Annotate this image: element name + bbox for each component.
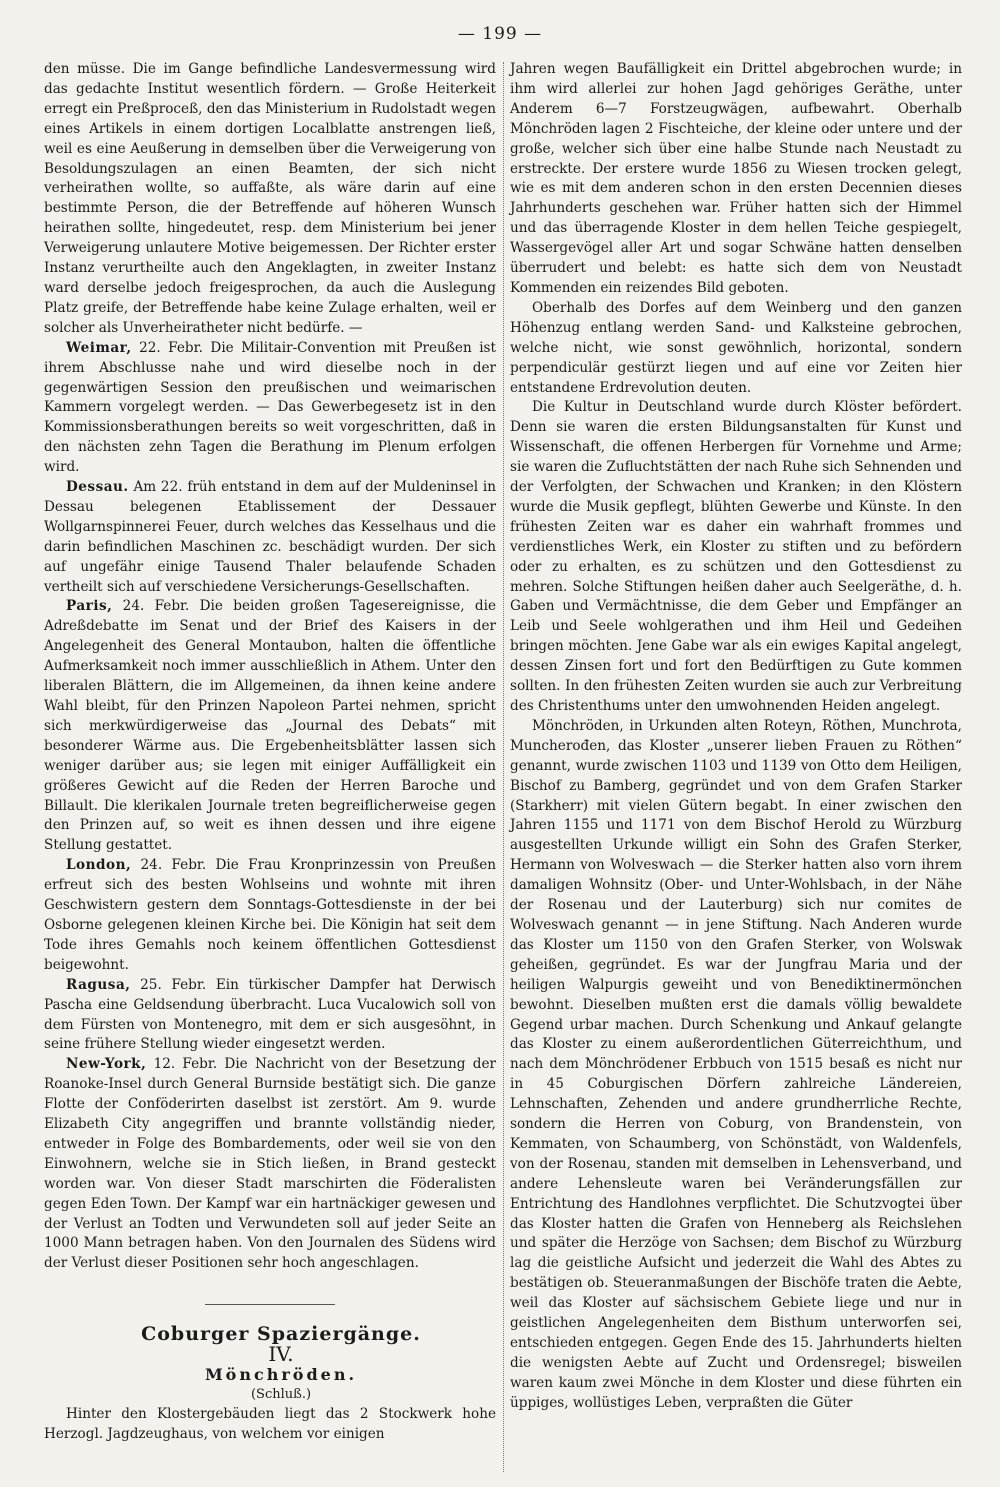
article-paragraph: Die Kultur in Deutschland wurde durch Klöster befördert. Denn sie waren die ersten Bildungsanstalten für Kunst und Wissenschaft, die offenen Herbergen für Vornehme und Arme; sie waren die Zufluchtstätten der nach Ruhe sich Sehnenden und der Verfolgten, der Schwachen und Kranken; in den Klöstern wurde die Musik gepflegt, blühten Gewerbe und Künste. In den frühesten Zeiten war es daher ein wahrhaft frommes und verdienstliches Werk, ein Kloster zu stiften und zu befördern oder zu erhalten, es zu schützen und den Gottesdienst zu mehren. Solche Stiftungen heißen daher auch Seelgeräthe, d. h. Gaben und Vermächtnisse, die dem Geber und Empfänger an Leib und Seele wohlgerathen und ihm Heil und Gedeihen bringen möchten. Jene Gabe war als ein ewiges Kapital angelegt, dessen Zinsen fort und fort den Bedürftigen zu Gute kommen sollten. In den frühesten Zeiten wurden sie auch zur Verbreitung des Christenthums unter den umwohnenden Heiden angelegt. [510, 399, 962, 714]
news-text: 22. Febr. Die Militair-Convention mit Preußen ist ihrem Abschlusse nahe und wird dieselbe noch in der gegenwärtigen Session den preußischen und weimarischen Kammern vorgelegt werden. — Das Gewerbegesetz ist in den Kommissionsberathungen bereits so weit vorgeschritten, daß in den nächsten zehn Tagen die Berathung im Plenum erfolgen wird. [44, 339, 496, 476]
right-column [510, 60, 962, 1414]
article-paragraph: Jahren wegen Baufälligkeit ein Drittel abgebrochen wurde; in ihm wird allerlei zur hohen Jagd gehöriges Geräthe, unter Anderem 6—7 Forstzeugwägen, aufbewahrt. Oberhalb Mönchröden lagen 2 Fischteiche, der kleine oder untere und der große, welcher sich über eine halbe Stunde nach Neustadt zu erstreckte. Der erstere wurde 1856 zu Wiesen trocken gelegt, wie es mit dem anderen schon in den ersten Decennien dieses Jahrhunderts geschehen war. Früher hatten sich der Himmel und das überragende Kloster in dem hellen Teiche gespiegelt, Wassergevögel aller Art und sogar Schwäne hatten denselben überrudert und belebt: es hatte sich dem von Neustadt Kommenden ein reizendes Bild geboten. [510, 61, 962, 296]
column-divider [503, 62, 504, 1472]
news-item-dessau [44, 478, 496, 597]
section-title: Coburger Spaziergänge. [141, 1323, 421, 1346]
article-paragraph: den müsse. Die im Gange befindliche Landesvermessung wird das gedachte Institut wesentlich fördern. — Große Heiterkeit erregt ein Preßproceß, den das Ministerium in Rudolstadt wegen eines Artikels in einem dortigen Localblatte anstrengen ließ, weil es eine Aeußerung in demselben über die Verweigerung von Besoldungszulagen an einen Beamten, der sich nicht verheirathen wollte, so auffaßte, als wäre darin auf eine bestimmte Person, die der Betreffende auf höheren Wunsch heirathen sollte, hingedeutet, resp. dem Ministerium bei jener Verweigerung unlautere Motive beigemessen. Der Richter erster Instanz verurtheilte auch den Angeklagten, in zweiter Instanz ward derselbe jedoch freigesprochen, da auch die Auslegung Platz greife, der Betreffende habe keine Zulage erhalten, weil er solcher als Unverheiratheter nicht bedürfe. — [44, 61, 496, 336]
dateline: Dessau. [66, 479, 129, 496]
news-item-ragusa [44, 976, 496, 1056]
dateline: Weimar, [66, 339, 132, 356]
section-number: IV. [268, 1342, 294, 1367]
dateline: London, [66, 857, 132, 874]
dateline: New-York, [66, 1056, 147, 1073]
news-text: 24. Febr. Die beiden großen Tagesereignisse, die Adreßdebatte im Senat und der Brief des Kaisers in der Angelegenheit des General Montaubon, halten die öffentliche Aufmerksamkeit noch immer ausschließlich in Athem. Unter den liberalen Blättern, die im Allgemeinen, da ihnen keine andere Wahl bleibt, für den Prinzen Napoleon Partei nehmen, spricht sich merkwürdigerweise das „Journal des Debats“ mit besonderer Wärme aus. Die Ergebenheitsblätter lassen sich weniger darüber aus; sie legen mit einiger Auffälligkeit ein größeres Gewicht auf die Reden der Herren Baroche und Billault. Die klerikalen Journale treten begreiflicherweise gegen den Prinzen auf, so weit es ihnen dessen und ihre eigene Stellung gestattet. [44, 598, 496, 854]
news-item-weimar [44, 339, 496, 478]
left-column [44, 60, 496, 1445]
news-item-london [44, 856, 496, 975]
article-paragraph: Hinter den Klostergebäuden liegt das 2 Stockwerk hohe Herzogl. Jagdzeughaus, von welchem vor einigen [44, 1405, 496, 1442]
news-item-new-york [44, 1055, 496, 1274]
dateline: Ragusa, [66, 976, 131, 993]
page-number: — 199 — [457, 24, 543, 44]
news-text: 24. Febr. Die Frau Kronprinzessin von Preußen erfreut sich des besten Wohlseins und wohnte mit ihren Geschwistern gestern dem Sonntags-Gottesdienste in der bei Osborne gelegenen kleinen Kirche bei. Die Königin hat seit dem Tode ihres Gemahls noch keinem öffentlichen Gottesdienst beigewohnt. [44, 857, 496, 973]
news-item-paris [44, 597, 496, 856]
news-text: Am 22. früh entstand in dem auf der Muldeninsel in Dessau belegenen Etablissement der Dessauer Wollgarnspinnerei Feuer, durch welches das Kesselhaus und die darin befindlichen Maschinen zc. beschädigt wurden. Der sich auf ungefähr einige Tausend Thaler belaufende Schaden vertheilt sich auf verschiedene Versicherungs-Gesellschaften. [44, 479, 496, 595]
news-text: 12. Febr. Die Nachricht von der Besetzung der Roanoke-Insel durch General Burnside bestätigt sich. Die ganze Flotte der Conföderirten daselbst ist zerstört. Am 9. wurde Elizabeth City angegriffen und brannte vollständig nieder, entweder in Folge des Bombardements, oder weil sie von den Einwohnern, welche sie in Stich ließen, in Brand gesteckt worden war. Von dieser Stadt marschirten die Föderalisten gegen Eden Town. Der Kampf war ein hartnäckiger gewesen und der Verlust an Todten und Verwundeten soll auf jeder Seite an 1000 Mann betragen haben. Von den Journalen des Südens wird der Verlust dieser Positionen sehr hoch angeschlagen. [44, 1056, 496, 1272]
news-text: 25. Febr. Ein türkischer Dampfer hat Derwisch Pascha eine Geldsendung überbracht. Luca Vucalowich soll von dem Fürsten von Montenegro, mit dem er sich ausgesöhnt, in seine frühere Stellung wieder eingesetzt werden. [44, 976, 496, 1053]
dateline: Paris, [66, 598, 113, 615]
section-divider [205, 1304, 335, 1305]
article-paragraph: Oberhalb des Dorfes auf dem Weinberg und den ganzen Höhenzug entlang werden Sand- und Kalksteine gebrochen, welche nicht, wie sonst gewöhnlich, horizontal, sondern perpendiculär gestürzt liegen und auf eine vor Zeiten hier entstandene Erdrevolution deuten. [510, 299, 962, 396]
section-subtitle: Mönchröden. [204, 1365, 358, 1385]
article-paragraph: Mönchröden, in Urkunden alten Roteyn, Röthen, Munchrota, Muncherođen, das Kloster „unserer lieben Frauen zu Röthen“ genannt, wurde zwischen 1103 und 1139 von Otto dem Heiligen, Bischof zu Bamberg, gegründet und von dem Grafen Starker (Starkherr) mit vielen Gütern begabt. In einer zwischen den Jahren 1155 und 1171 von dem Bischof Herold zu Würzburg ausgestellten Urkunde willigt ein Sohn des Grafen Sterker, Hermann von Wolveswach — die Sterker hatten also vorn ihrem damaligen Wohnsitz (Ober- und Unter-Wohlsbach, in der Nähe der Rosenau und der Lauterburg) sich nur comites de Wolveswach genannt — in jene Stiftung. Nach Anderen wurde das Kloster um 1150 von den Grafen Sterker, von Wolswak geheißen, gegründet. Es war der Jungfrau Maria und der heiligen Walpurgis geweiht und von Benediktinermönchen bewohnt. Dieselben mußten erst die damals völlig bewaldete Gegend urbar machen. Durch Schenkung und Ankauf gelangte das Kloster zu einem außerordentlichen Güterreichthum, und nach dem Mönchrödener Erbbuch von 1515 besaß es nicht nur in 45 Coburgischen Dörfern zahlreiche Ländereien, Lehnschaften, Zehenden und andere grundherrliche Rechte, sondern die Herren von Coburg, von Brandenstein, von Kemmaten, von Schaumberg, von Schönstädt, von Waldenfels, von der Rosenau, standen mit demselben in Lehensverband, und andere Lehensleute waren bei Veränderungsfällen zur Entrichtung des Handlohnes verpflichtet. Die Schutzvogtei über das Kloster hatten die Grafen von Henneberg als Reichslehen und später die Herzöge von Sachsen; dem Bischof zu Würzburg lag die geistliche Aufsicht und jederzeit die Wahl des Abtes zu bestätigen ob. Steueranmaßungen der Bischöfe traten die Aebte, weil das Kloster auf sächsischem Gebiete liege und nur in geistlichen Angelegenheiten dem Bisthum unterworfen sei, entschieden entgegen. Gegen Ende des 15. Jahrhunderts hielten die wenigsten Aebte auf Zucht und Ordensregel; bisweilen waren kaum zwei Mönche in dem Kloster und diese führten ein üppiges, wollüstiges Leben, verpraßten die Güter [510, 717, 962, 1411]
section-note: (Schluß.) [250, 1387, 312, 1402]
